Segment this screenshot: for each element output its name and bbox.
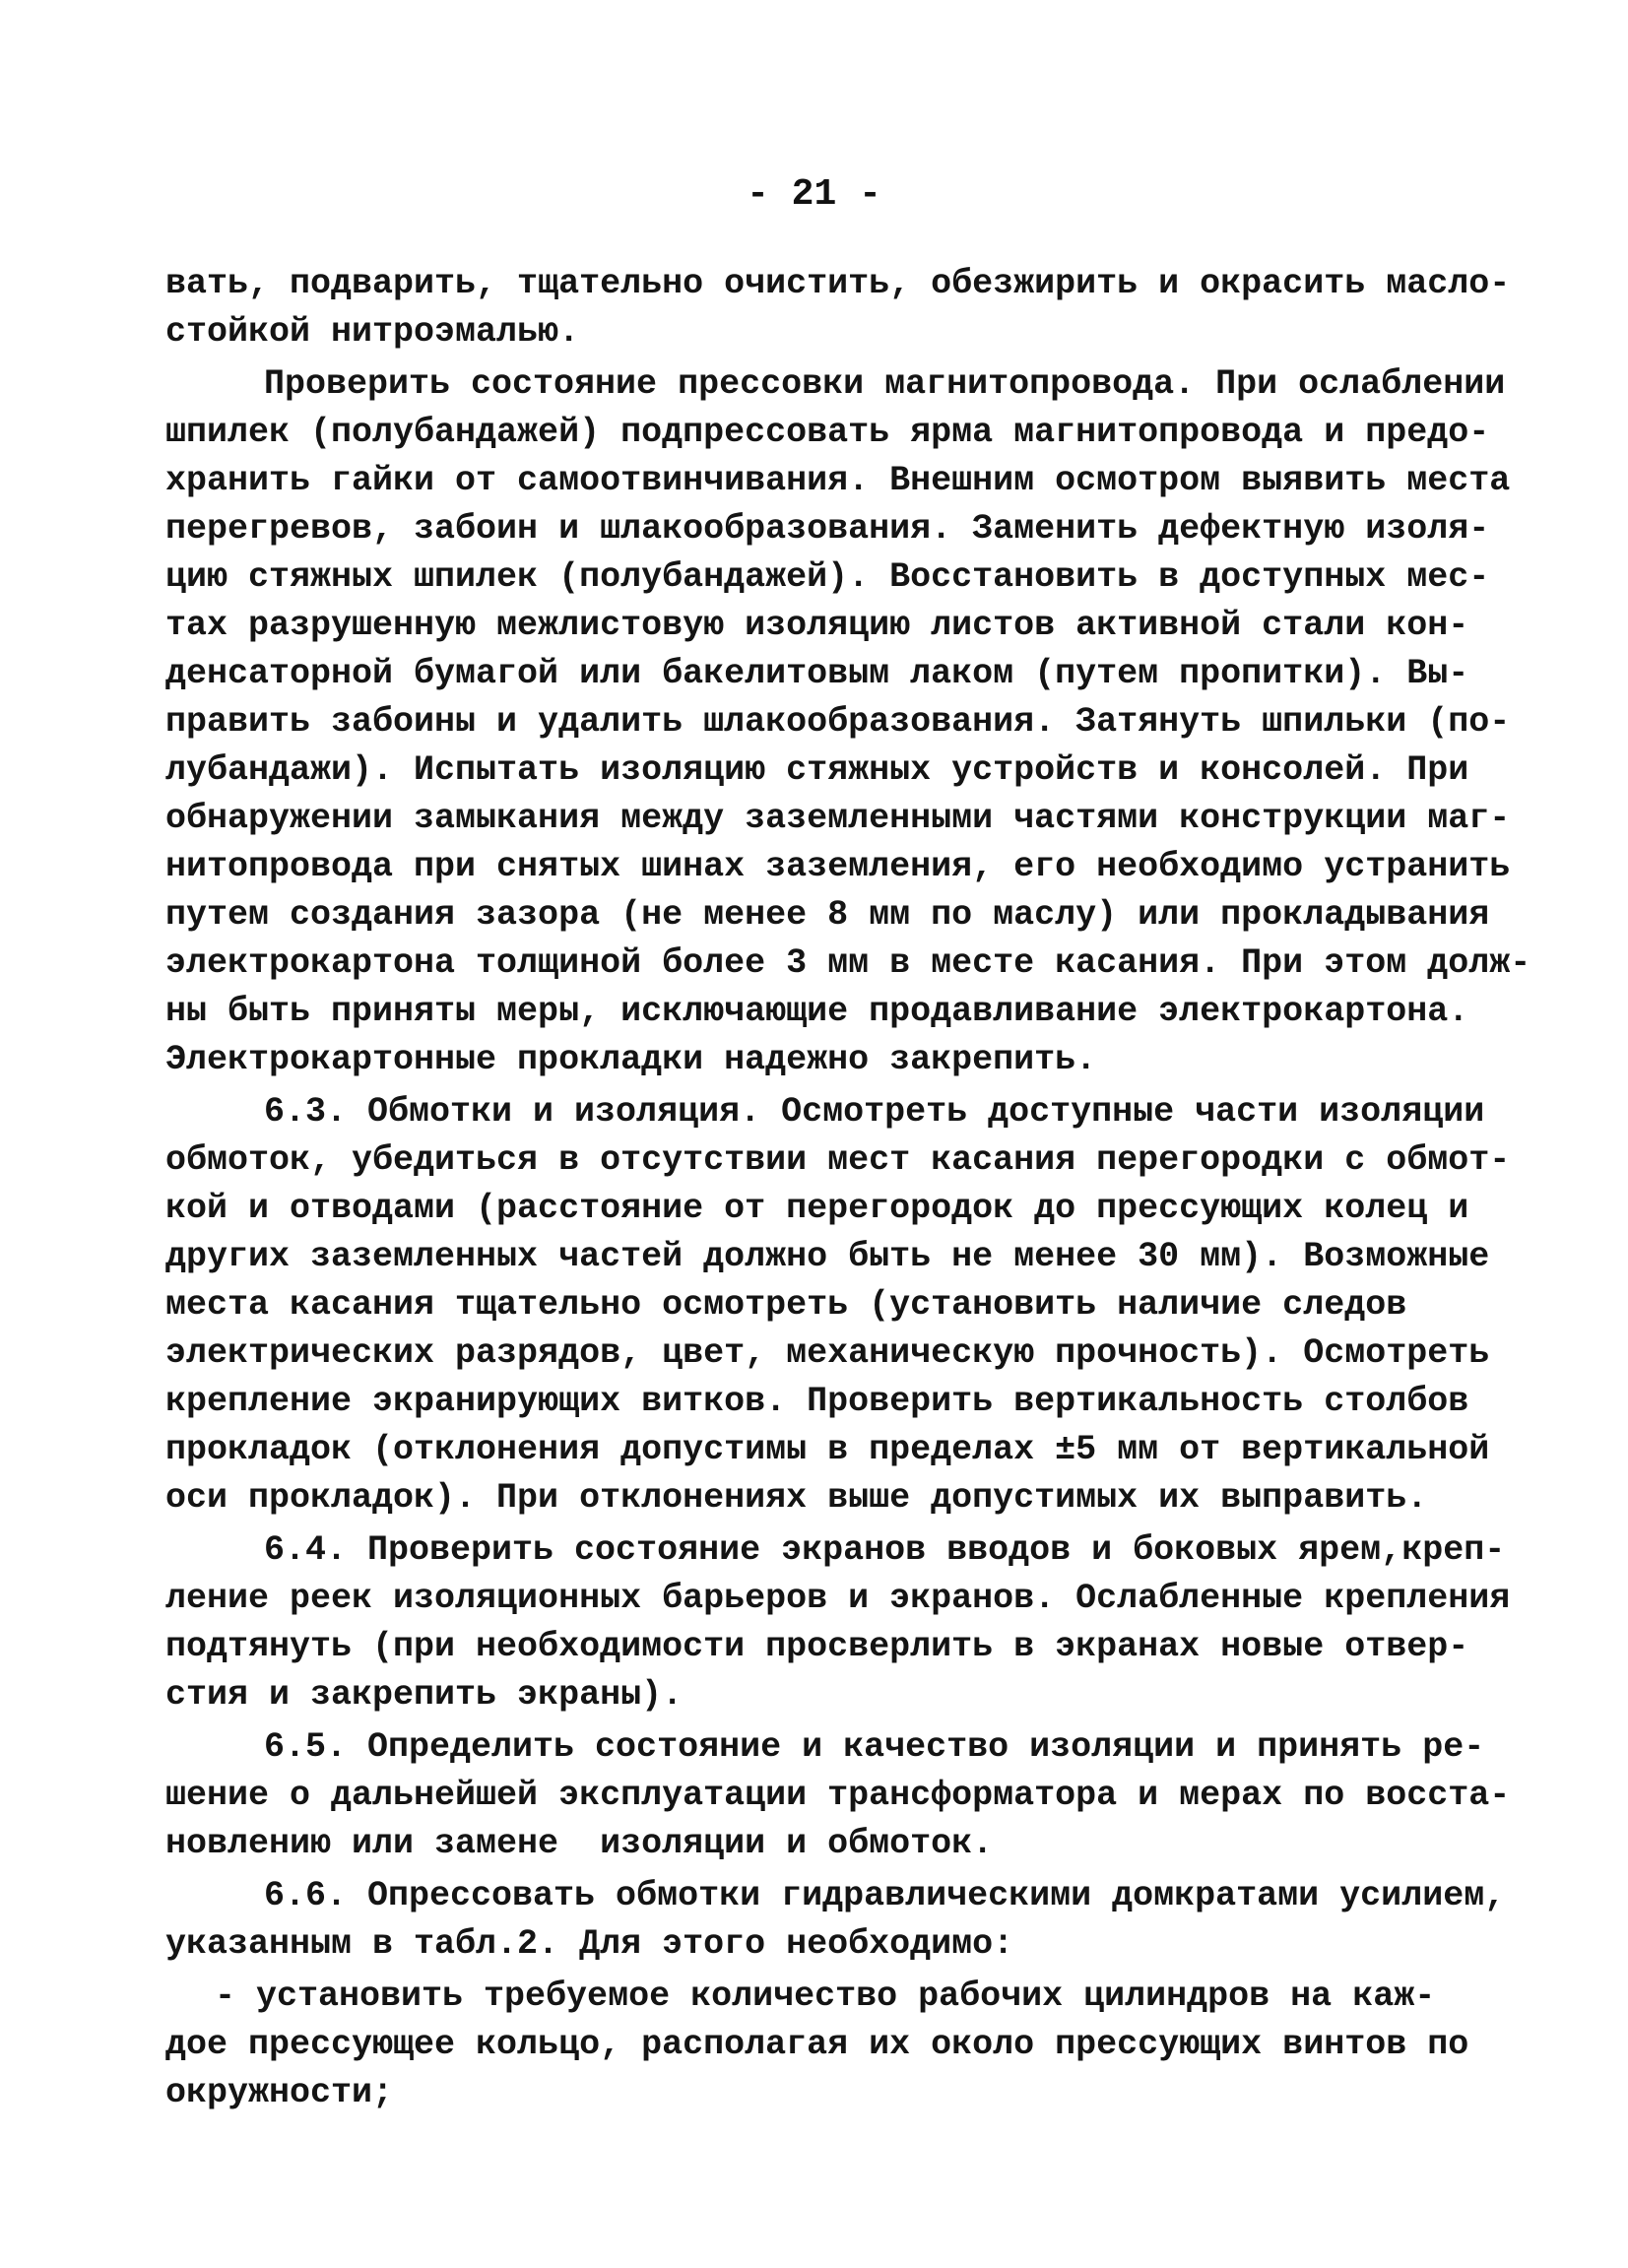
- text-line: 6.6. Опрессовать обмотки гидравлическими домкратами усилием,: [264, 1876, 1506, 1915]
- paragraph: [165, 1872, 1506, 1969]
- text-line: 6.5. Определить состояние и качество изоляции и принять ре-: [264, 1727, 1485, 1767]
- text-line: стия и закрепить экраны).: [165, 1675, 684, 1715]
- text-line: новлению или замене изоляции и обмоток.: [165, 1824, 994, 1863]
- text-line: крепление экранирующих витков. Проверить вертикальность столбов: [165, 1382, 1469, 1421]
- text-line: 6.4. Проверить состояние экранов вводов и боковых ярем,креп-: [264, 1530, 1506, 1570]
- page-number: - 21 -: [747, 173, 881, 216]
- paragraph: [165, 360, 1531, 1084]
- text-line: 6.3. Обмотки и изоляция. Осмотреть доступные части изоляции: [264, 1092, 1485, 1132]
- text-line: нитопровода при снятых шинах заземления, его необходимо устранить: [165, 847, 1511, 886]
- text-line: электрокартона толщиной более 3 мм в месте касания. При этом долж-: [165, 943, 1531, 983]
- text-line: места касания тщательно осмотреть (установить наличие следов: [165, 1285, 1407, 1325]
- text-line: окружности;: [165, 2073, 394, 2112]
- text-line: ление реек изоляционных барьеров и экранов. Ослабленные крепления: [165, 1579, 1511, 1618]
- paragraph: [165, 1723, 1511, 1868]
- text-line: Электрокартонные прокладки надежно закрепить.: [165, 1040, 1097, 1079]
- document-body: [165, 260, 1531, 2117]
- text-line: шпилек (полубандажей) подпрессовать ярма магнитопровода и предо-: [165, 413, 1490, 452]
- paragraph: [165, 260, 1511, 356]
- text-line: цию стяжных шпилек (полубандажей). Восстановить в доступных мес-: [165, 557, 1490, 597]
- text-line: вать, подварить, тщательно очистить, обезжирить и окрасить масло-: [165, 264, 1511, 303]
- text-line: обнаружении замыкания между заземленными частями конструкции маг-: [165, 799, 1511, 838]
- text-line: указанным в табл.2. Для этого необходимо:: [165, 1924, 1014, 1964]
- text-line: дое прессующее кольцо, располагая их около прессующих винтов по: [165, 2025, 1469, 2064]
- text-line: перегревов, забоин и шлакообразования. Заменить дефектную изоля-: [165, 509, 1490, 549]
- text-line: Проверить состояние прессовки магнитопровода. При ослаблении: [264, 364, 1506, 404]
- text-line: шение о дальнейшей эксплуатации трансформатора и мерах по восста-: [165, 1776, 1511, 1815]
- paragraph: [165, 1088, 1511, 1523]
- text-line: обмоток, убедиться в отсутствии мест касания перегородки с обмот-: [165, 1140, 1511, 1180]
- text-line: других заземленных частей должно быть не менее 30 мм). Возможные: [165, 1237, 1490, 1276]
- text-line: электрических разрядов, цвет, механическую прочность). Осмотреть: [165, 1333, 1490, 1373]
- text-line: хранить гайки от самоотвинчивания. Внешним осмотром выявить места: [165, 461, 1511, 500]
- text-line: денсаторной бумагой или бакелитовым лаком (путем пропитки). Вы-: [165, 654, 1469, 693]
- text-line: стойкой нитроэмалью.: [165, 312, 580, 352]
- text-line: путем создания зазора (не менее 8 мм по маслу) или прокладывания: [165, 895, 1490, 935]
- text-line: оси прокладок). При отклонениях выше допустимых их выправить.: [165, 1478, 1428, 1518]
- paragraph: [165, 1526, 1511, 1719]
- text-line: ны быть приняты меры, исключающие продавливание электрокартона.: [165, 992, 1469, 1031]
- text-line: прокладок (отклонения допустимы в пределах ±5 мм от вертикальной: [165, 1430, 1490, 1469]
- text-line: подтянуть (при необходимости просверлить в экранах новые отвер-: [165, 1627, 1469, 1666]
- paragraph: [165, 1973, 1469, 2117]
- text-line: - установить требуемое количество рабочих цилиндров на каж-: [215, 1976, 1436, 2016]
- text-line: лубандажи). Испытать изоляцию стяжных устройств и консолей. При: [165, 750, 1469, 790]
- text-line: тах разрушенную межлистовую изоляцию листов активной стали кон-: [165, 606, 1469, 645]
- text-line: править забоины и удалить шлакообразования. Затянуть шпильки (по-: [165, 702, 1511, 742]
- text-line: кой и отводами (расстояние от перегородок до прессующих колец и: [165, 1189, 1469, 1228]
